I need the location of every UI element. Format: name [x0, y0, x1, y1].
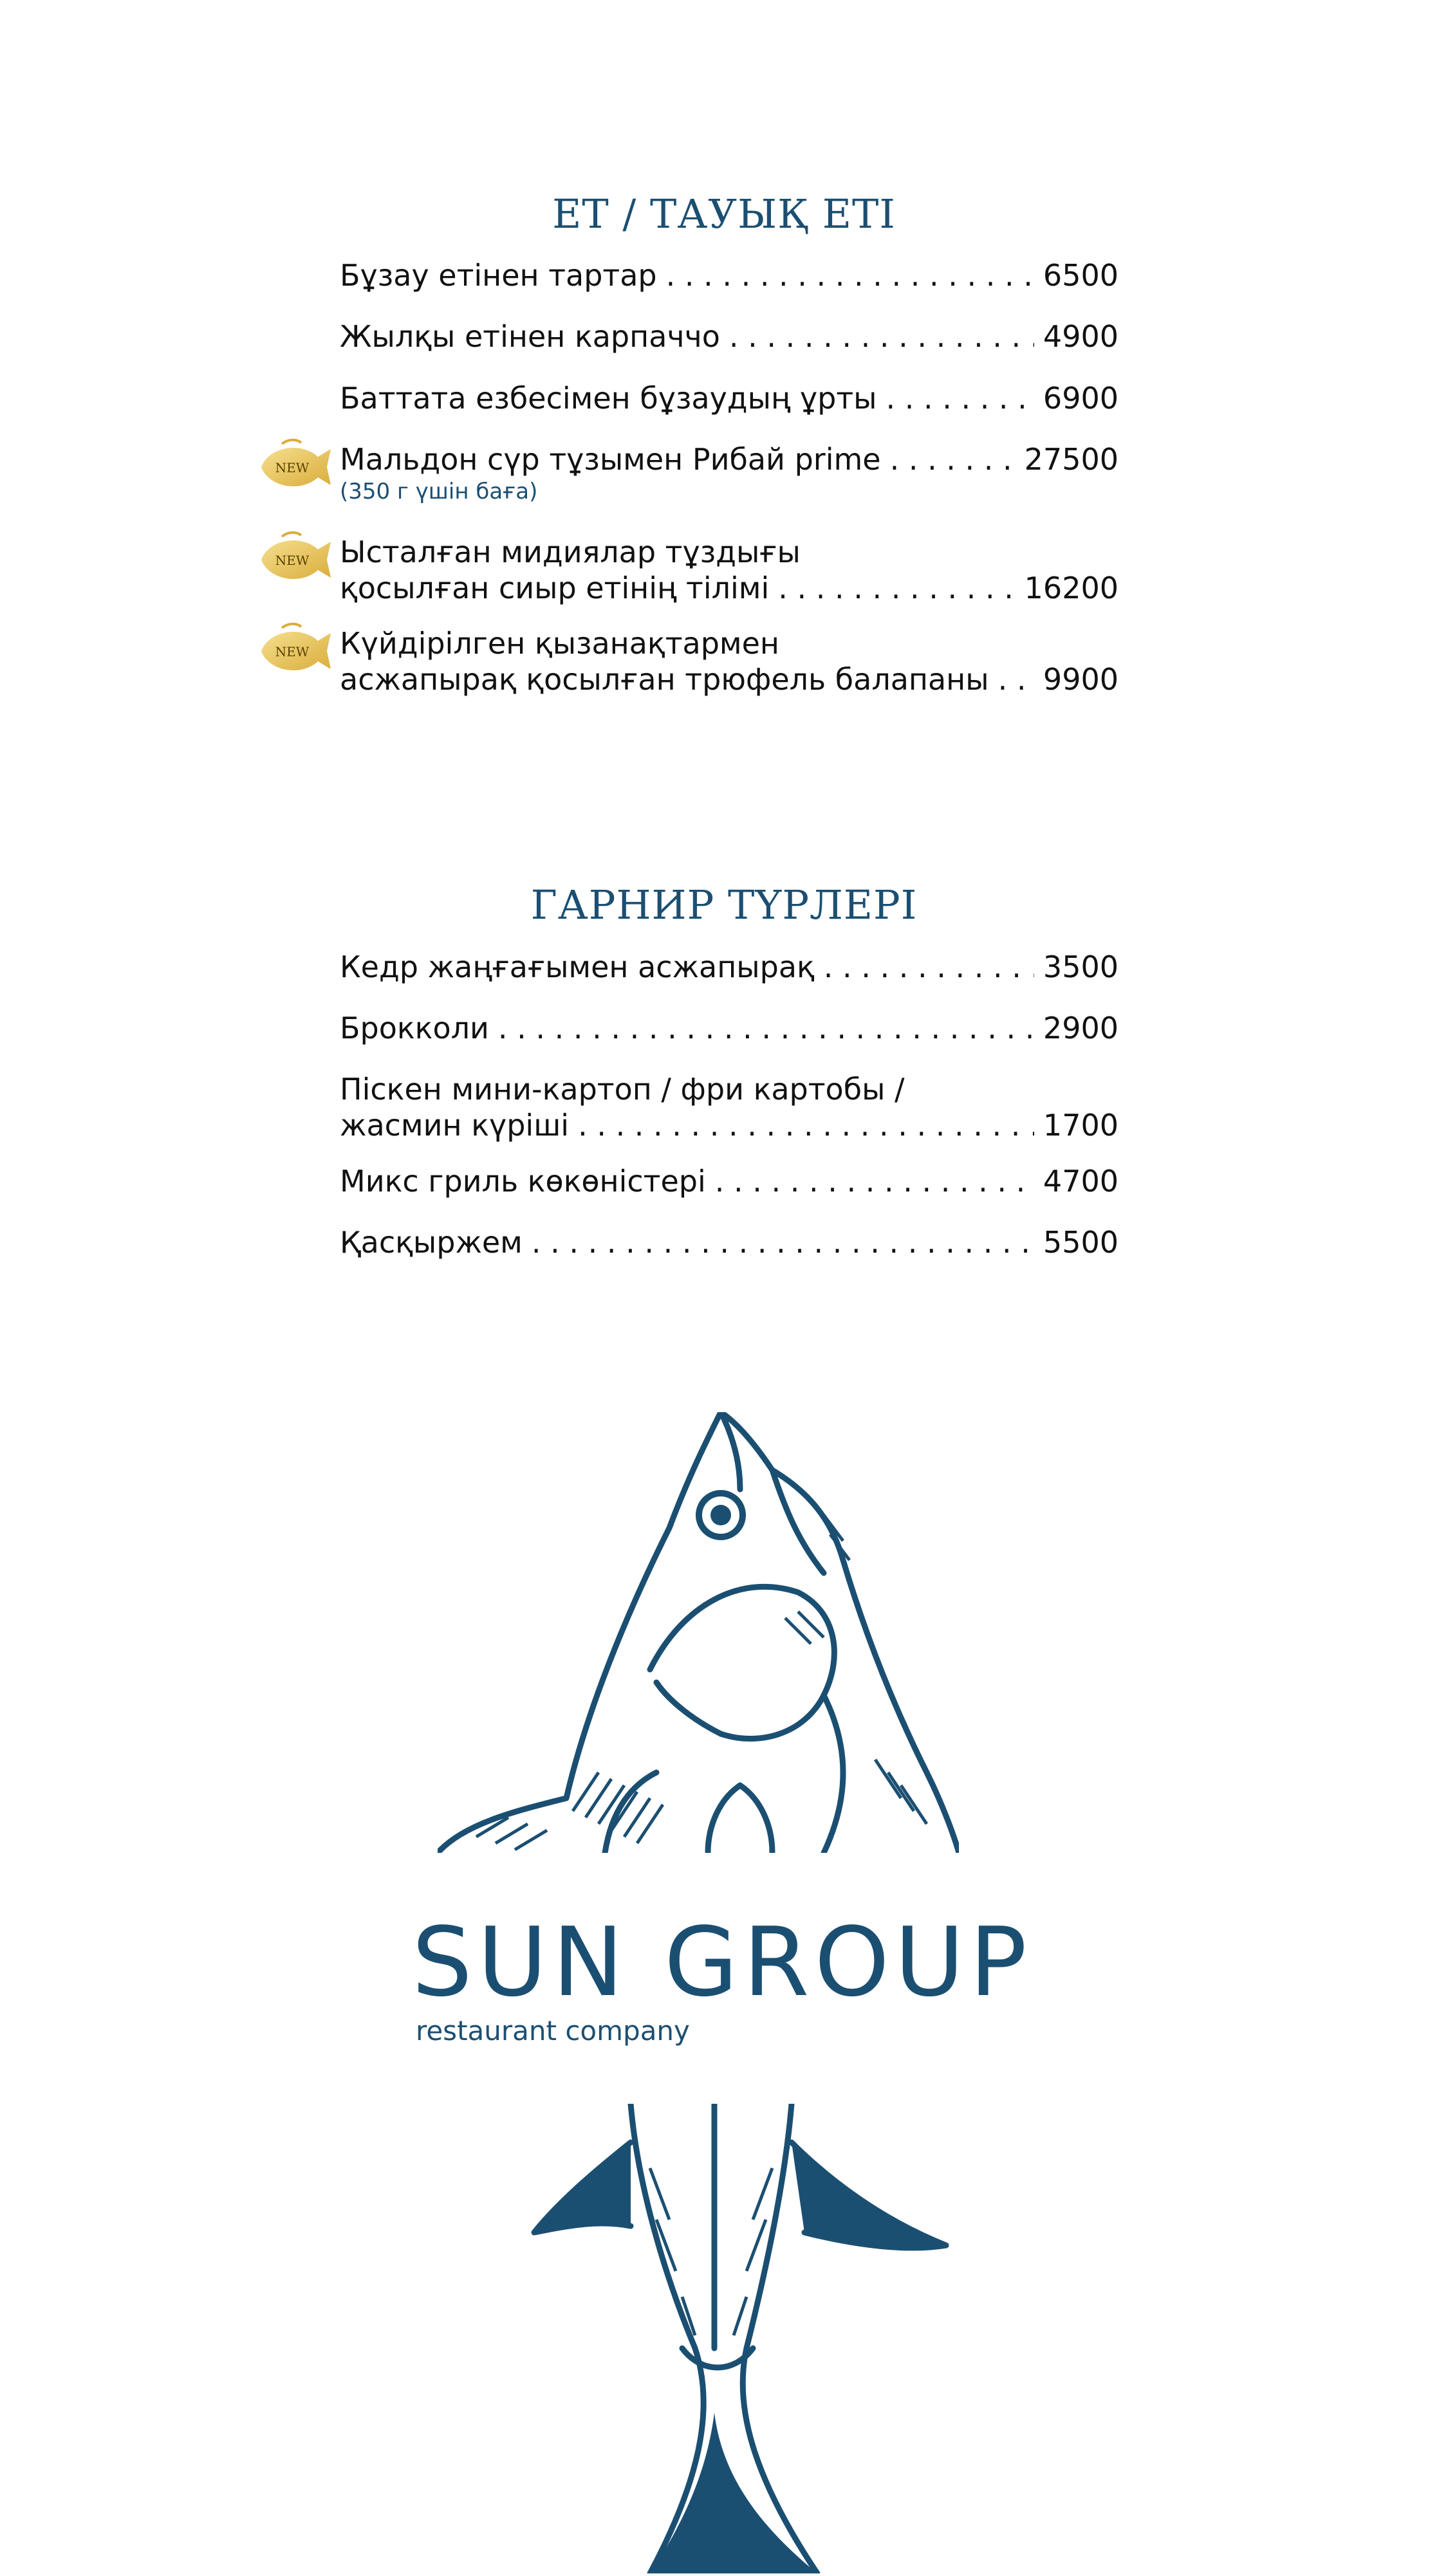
item-price: 4700	[1043, 1164, 1118, 1199]
dot-leader	[998, 661, 1034, 697]
item-name: Жылқы етінен карпаччо	[340, 319, 720, 354]
new-fish-badge-icon	[256, 530, 333, 589]
item-price: 27500	[1024, 442, 1118, 477]
item-name: Баттата езбесімен бұзаудың ұрты	[340, 381, 877, 416]
section-title-meat: ЕТ / ТАУЫҚ ЕТІ	[552, 190, 896, 237]
menu-item	[340, 380, 1118, 416]
fish-tail-illustration	[521, 2104, 965, 2573]
item-price: 6500	[1043, 258, 1118, 293]
section-title-garnish: ГАРНИР ТҮРЛЕРІ	[530, 881, 918, 928]
menu-item	[275, 625, 1118, 697]
new-fish-badge-icon	[256, 437, 333, 497]
item-name: Бұзау етінен тартар	[340, 258, 657, 293]
item-price: 2900	[1043, 1011, 1118, 1045]
dot-leader	[498, 1010, 1034, 1046]
item-name: Қасқыржем	[340, 1225, 523, 1260]
item-price: 1700	[1043, 1108, 1118, 1143]
item-price: 5500	[1043, 1225, 1118, 1260]
svg-text:NEW: NEW	[275, 460, 310, 475]
sun-group-logo	[412, 1904, 1032, 2059]
fish-head-illustration	[438, 1412, 959, 1853]
item-name-line1: Күйдірілген қызанақтармен	[340, 626, 779, 661]
menu-item	[340, 318, 1118, 354]
item-price: 9900	[1043, 662, 1118, 697]
logo-tagline: restaurant company	[416, 2015, 690, 2047]
item-name: асжапырақ қосылған трюфель балапаны	[340, 662, 989, 697]
menu-item	[275, 441, 1118, 506]
item-price: 16200	[1024, 571, 1118, 605]
item-name-line1: Ысталған мидиялар тұздығы	[340, 535, 801, 569]
dot-leader	[729, 318, 1034, 354]
menu-item	[275, 534, 1118, 606]
item-name: қосылған сиыр етінің тілімі	[340, 571, 770, 605]
dot-leader	[666, 257, 1034, 293]
item-price: 4900	[1043, 319, 1118, 354]
menu-item	[340, 1163, 1118, 1199]
new-fish-badge-icon	[256, 621, 333, 681]
item-price: 3500	[1043, 950, 1118, 984]
item-name: Брокколи	[340, 1011, 489, 1045]
item-name-line1: Піскен мини-картоп / фри картобы /	[340, 1072, 905, 1107]
menu-item	[340, 949, 1118, 985]
svg-text:NEW: NEW	[275, 553, 310, 568]
item-price: 6900	[1043, 381, 1118, 416]
menu-item	[340, 257, 1118, 293]
dot-leader	[578, 1107, 1034, 1143]
svg-text:NEW: NEW	[275, 644, 310, 659]
item-note: (350 г үшін баға)	[340, 479, 538, 504]
logo-wordmark: SUN GROUP	[412, 1907, 1032, 2018]
dot-leader	[886, 380, 1034, 416]
dot-leader	[890, 441, 1016, 477]
item-name: Кедр жаңғағымен асжапырақ	[340, 950, 815, 984]
dot-leader	[532, 1224, 1034, 1260]
dot-leader	[715, 1163, 1034, 1199]
item-name: Микс гриль көкөністері	[340, 1164, 706, 1199]
dot-leader	[778, 570, 1015, 606]
menu-item	[340, 1010, 1118, 1046]
menu-item	[340, 1224, 1118, 1260]
dot-leader	[824, 949, 1034, 985]
item-name: Мальдон сүр тұзымен Рибай prime	[340, 442, 881, 477]
item-name: жасмин күріші	[340, 1108, 570, 1143]
menu-item	[340, 1071, 1118, 1143]
